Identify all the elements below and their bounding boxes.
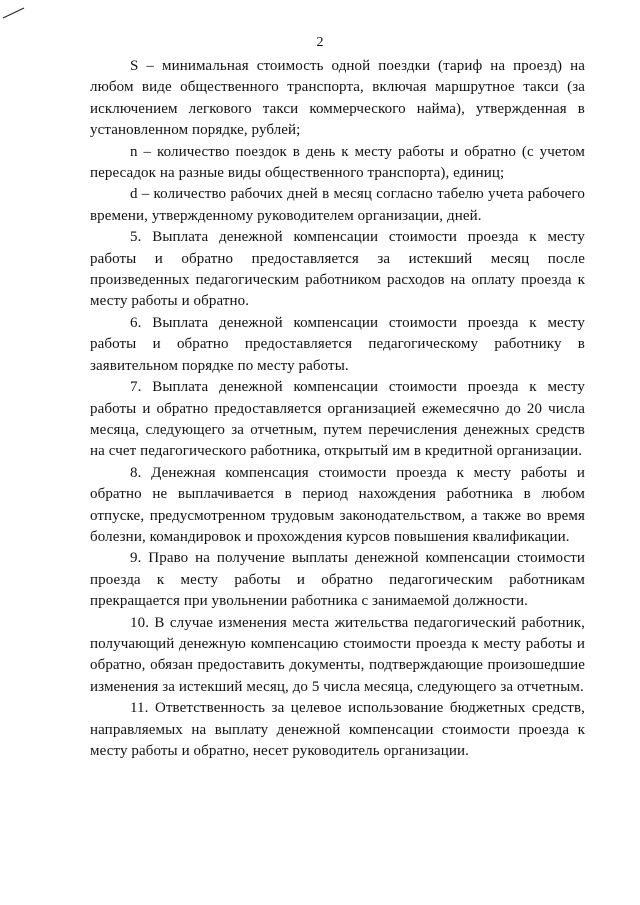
paragraph-item-10: 10. В случае изменения места жительства педагогический работник, получающий денежную компенсацию стоимости проезда к месту работы и обратно, обязан предоставить документы, подтверждающие произошедшие изменения за истекший месяц, до 5 числа месяца, следующего за отчетным. <box>90 614 585 695</box>
paragraph-item-5: 5. Выплата денежной компенсации стоимости проезда к месту работы и обратно предоставляется за истекший месяц после произведенных педагогическим работником расходов на оплату проезда к месту работы и обратно. <box>90 229 585 310</box>
paragraph-item-8: 8. Денежная компенсация стоимости проезда к месту работы и обратно не выплачивается в период нахождения работника в любом отпуске, предусмотренном трудовым законодательством, а также во время болезни, командировок и прохождения курсов повышения квалификации. <box>90 464 585 545</box>
paragraph-item-9: 9. Право на получение выплаты денежной компенсации стоимости проезда к месту работы и обратно педагогическим работникам прекращается при увольнении работника с занимаемой должности. <box>90 550 585 610</box>
paragraph-item-7: 7. Выплата денежной компенсации стоимости проезда к месту работы и обратно предоставляется организацией ежемесячно до 20 числа месяца, следующего за отчетным, путем перечисления денежных средств на счет педагогического работника, открытый им в кредитной организации. <box>90 379 585 460</box>
paragraph-item-11: 11. Ответственность за целевое использование бюджетных средств, направляемых на выплату денежной компенсации стоимости проезда к месту работы и обратно, несет руководитель организации. <box>90 700 585 759</box>
paragraph-variable-s: S – минимальная стоимость одной поездки (тариф на проезд) на любом виде общественного транспорта, включая маршрутное такси (за исключением легкового такси коммерческого найма), утвержденная в установленном порядке, рублей; <box>90 58 585 139</box>
paragraph-variable-n: n – количество поездок в день к месту работы и обратно (с учетом пересадок на разные виды общественного транспорта), единиц; <box>90 143 585 182</box>
paragraph-item-6: 6. Выплата денежной компенсации стоимости проезда к месту работы и обратно предоставляется педагогическому работнику в заявительном порядке по месту работы. <box>90 314 585 374</box>
document-body <box>90 56 585 762</box>
page-number: 2 <box>316 35 324 50</box>
paragraph-variable-d: d – количество рабочих дней в месяц согласно табелю учета рабочего времени, утвержденному руководителем организации, дней. <box>90 186 585 224</box>
scan-artifact-mark <box>2 6 26 20</box>
